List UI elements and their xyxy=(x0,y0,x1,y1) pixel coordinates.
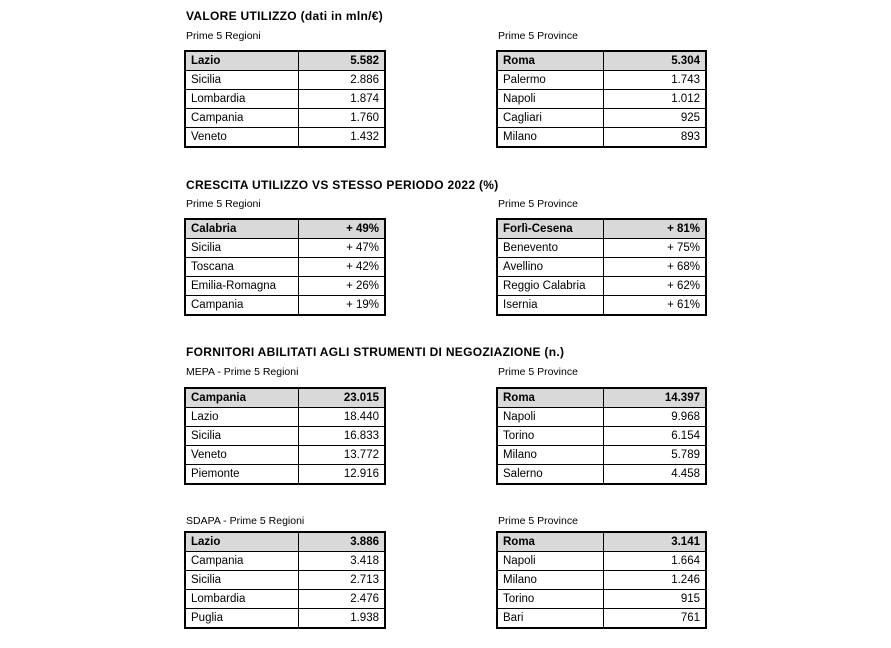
row-value-cell: 1.246 xyxy=(603,571,706,590)
label-mepa-regioni: MEPA - Prime 5 Regioni xyxy=(186,366,299,378)
crescita-regioni-table-wrap xyxy=(184,218,386,316)
row-value-cell: 893 xyxy=(603,128,706,148)
table-row xyxy=(185,239,385,258)
row-name-cell: Sicilia xyxy=(185,427,298,446)
sdapa-regioni-table-wrap xyxy=(184,531,386,629)
crescita-province-table xyxy=(496,218,707,316)
table-header-row xyxy=(185,532,385,552)
table-row xyxy=(185,296,385,316)
table-row xyxy=(497,552,706,571)
mepa-regioni-table xyxy=(184,387,386,485)
row-name-cell: Napoli xyxy=(497,552,603,571)
row-name-cell: Lombardia xyxy=(185,590,298,609)
row-name-cell: Avellino xyxy=(497,258,603,277)
label-crescita-province: Prime 5 Province xyxy=(498,198,578,210)
row-name-cell: Sicilia xyxy=(185,571,298,590)
label-crescita-regioni: Prime 5 Regioni xyxy=(186,198,261,210)
row-value-cell: 1.012 xyxy=(603,90,706,109)
row-value-cell: 14.397 xyxy=(603,388,706,408)
row-value-cell: 1.664 xyxy=(603,552,706,571)
section-title-valore-utilizzo: VALORE UTILIZZO (dati in mln/€) xyxy=(186,9,384,23)
table-row xyxy=(185,90,385,109)
row-name-cell: Toscana xyxy=(185,258,298,277)
row-name-cell: Milano xyxy=(497,571,603,590)
row-name-cell: Campania xyxy=(185,296,298,316)
table-row xyxy=(185,590,385,609)
row-value-cell: 3.886 xyxy=(298,532,385,552)
row-value-cell: 6.154 xyxy=(603,427,706,446)
row-name-cell: Campania xyxy=(185,109,298,128)
row-name-cell: Lombardia xyxy=(185,90,298,109)
row-name-cell: Sicilia xyxy=(185,71,298,90)
row-value-cell: 2.713 xyxy=(298,571,385,590)
table-row xyxy=(185,465,385,485)
table-header-row xyxy=(497,388,706,408)
row-value-cell: + 49% xyxy=(298,219,385,239)
row-name-cell: Campania xyxy=(185,388,298,408)
table-row xyxy=(497,408,706,427)
row-value-cell: 1.874 xyxy=(298,90,385,109)
row-value-cell: 1.432 xyxy=(298,128,385,148)
valore-regioni-table xyxy=(184,50,386,148)
table-header-row xyxy=(497,532,706,552)
row-value-cell: 5.789 xyxy=(603,446,706,465)
row-name-cell: Torino xyxy=(497,590,603,609)
row-value-cell: + 62% xyxy=(603,277,706,296)
valore-regioni-table-wrap xyxy=(184,50,386,148)
row-name-cell: Salerno xyxy=(497,465,603,485)
table-header-row xyxy=(497,219,706,239)
sdapa-province-table xyxy=(496,531,707,629)
section-title-fornitori-abilitati: FORNITORI ABILITATI AGLI STRUMENTI DI NEGOZIAZIONE (n.) xyxy=(186,345,565,359)
row-name-cell: Campania xyxy=(185,552,298,571)
row-value-cell: 13.772 xyxy=(298,446,385,465)
row-value-cell: 16.833 xyxy=(298,427,385,446)
row-name-cell: Emilia-Romagna xyxy=(185,277,298,296)
row-name-cell: Calabria xyxy=(185,219,298,239)
row-value-cell: 5.304 xyxy=(603,51,706,71)
row-name-cell: Milano xyxy=(497,128,603,148)
table-row xyxy=(497,296,706,316)
row-name-cell: Roma xyxy=(497,51,603,71)
table-row xyxy=(497,427,706,446)
row-name-cell: Puglia xyxy=(185,609,298,629)
table-row xyxy=(497,609,706,629)
row-name-cell: Milano xyxy=(497,446,603,465)
table-row xyxy=(497,571,706,590)
row-value-cell: 3.418 xyxy=(298,552,385,571)
row-value-cell: 12.916 xyxy=(298,465,385,485)
label-mepa-province: Prime 5 Province xyxy=(498,366,578,378)
row-name-cell: Lazio xyxy=(185,51,298,71)
row-value-cell: 2.476 xyxy=(298,590,385,609)
table-row xyxy=(497,239,706,258)
row-name-cell: Piemonte xyxy=(185,465,298,485)
valore-province-table-wrap xyxy=(496,50,707,148)
mepa-province-table xyxy=(496,387,707,485)
table-row xyxy=(185,571,385,590)
row-name-cell: Torino xyxy=(497,427,603,446)
row-value-cell: + 61% xyxy=(603,296,706,316)
row-value-cell: + 68% xyxy=(603,258,706,277)
table-row xyxy=(497,109,706,128)
row-value-cell: 5.582 xyxy=(298,51,385,71)
row-name-cell: Bari xyxy=(497,609,603,629)
row-name-cell: Lazio xyxy=(185,532,298,552)
row-name-cell: Napoli xyxy=(497,90,603,109)
row-name-cell: Cagliari xyxy=(497,109,603,128)
row-name-cell: Napoli xyxy=(497,408,603,427)
row-value-cell: + 75% xyxy=(603,239,706,258)
row-name-cell: Forlì-Cesena xyxy=(497,219,603,239)
table-row xyxy=(185,128,385,148)
section-title-crescita-utilizzo: CRESCITA UTILIZZO VS STESSO PERIODO 2022 (%) xyxy=(186,178,499,192)
row-name-cell: Sicilia xyxy=(185,239,298,258)
table-row xyxy=(497,277,706,296)
row-name-cell: Palermo xyxy=(497,71,603,90)
row-name-cell: Roma xyxy=(497,388,603,408)
table-row xyxy=(497,71,706,90)
mepa-province-table-wrap xyxy=(496,387,707,485)
row-value-cell: 1.760 xyxy=(298,109,385,128)
row-value-cell: + 19% xyxy=(298,296,385,316)
table-header-row xyxy=(185,388,385,408)
label-valore-province: Prime 5 Province xyxy=(498,30,578,42)
label-valore-regioni: Prime 5 Regioni xyxy=(186,30,261,42)
sdapa-province-table-wrap xyxy=(496,531,707,629)
row-value-cell: 4.458 xyxy=(603,465,706,485)
mepa-regioni-table-wrap xyxy=(184,387,386,485)
row-name-cell: Benevento xyxy=(497,239,603,258)
row-value-cell: 9.968 xyxy=(603,408,706,427)
table-row xyxy=(497,90,706,109)
sdapa-regioni-table xyxy=(184,531,386,629)
label-sdapa-province: Prime 5 Province xyxy=(498,515,578,527)
row-value-cell: 18.440 xyxy=(298,408,385,427)
table-row xyxy=(185,109,385,128)
crescita-province-table-wrap xyxy=(496,218,707,316)
row-value-cell: + 47% xyxy=(298,239,385,258)
row-value-cell: + 42% xyxy=(298,258,385,277)
table-header-row xyxy=(497,51,706,71)
row-value-cell: 3.141 xyxy=(603,532,706,552)
table-row xyxy=(497,590,706,609)
table-header-row xyxy=(185,219,385,239)
table-row xyxy=(185,552,385,571)
table-row xyxy=(185,408,385,427)
crescita-regioni-table xyxy=(184,218,386,316)
row-value-cell: 1.938 xyxy=(298,609,385,629)
row-name-cell: Isernia xyxy=(497,296,603,316)
table-row xyxy=(185,71,385,90)
table-row xyxy=(497,446,706,465)
row-value-cell: 925 xyxy=(603,109,706,128)
row-value-cell: 2.886 xyxy=(298,71,385,90)
row-value-cell: 1.743 xyxy=(603,71,706,90)
row-value-cell: 761 xyxy=(603,609,706,629)
row-name-cell: Roma xyxy=(497,532,603,552)
row-value-cell: 23.015 xyxy=(298,388,385,408)
row-value-cell: + 81% xyxy=(603,219,706,239)
table-row xyxy=(497,465,706,485)
table-header-row xyxy=(185,51,385,71)
row-name-cell: Veneto xyxy=(185,128,298,148)
label-sdapa-regioni: SDAPA - Prime 5 Regioni xyxy=(186,515,305,527)
table-row xyxy=(185,446,385,465)
row-name-cell: Lazio xyxy=(185,408,298,427)
row-name-cell: Veneto xyxy=(185,446,298,465)
table-row xyxy=(497,128,706,148)
table-row xyxy=(185,427,385,446)
row-name-cell: Reggio Calabria xyxy=(497,277,603,296)
table-row xyxy=(185,258,385,277)
table-row xyxy=(497,258,706,277)
row-value-cell: 915 xyxy=(603,590,706,609)
row-value-cell: + 26% xyxy=(298,277,385,296)
table-row xyxy=(185,277,385,296)
table-row xyxy=(185,609,385,629)
valore-province-table xyxy=(496,50,707,148)
